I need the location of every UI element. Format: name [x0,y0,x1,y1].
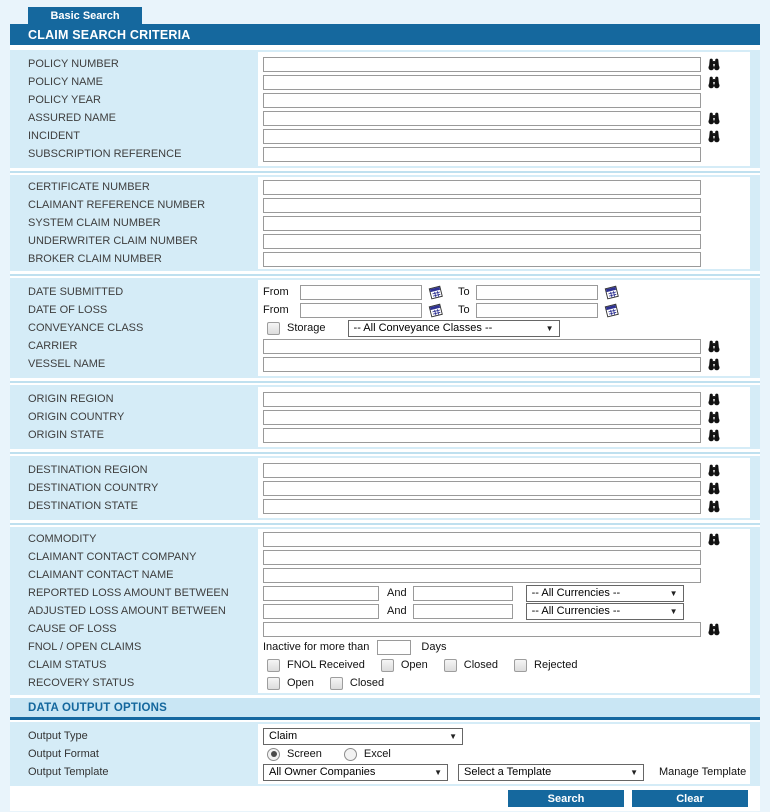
date-of-loss-to-calendar-icon[interactable] [604,303,620,318]
claimant-contact-company-label: CLAIMANT CONTACT COMPANY [28,551,197,563]
output-type-dropdown[interactable] [263,728,463,745]
reported-loss-max-input[interactable] [413,586,513,601]
assured-name-label: ASSURED NAME [28,112,117,124]
origin-country-input[interactable] [263,410,701,425]
clear-button[interactable]: Clear [632,790,748,807]
policy-name-label: POLICY NAME [28,76,103,88]
section-origin [10,385,760,449]
origin-country-label: ORIGIN COUNTRY [28,411,125,423]
carrier-input[interactable] [263,339,701,354]
claim-status-closed-label: Closed [463,659,499,671]
tab-basic-search[interactable] [28,7,142,24]
cause-of-loss-binoculars-icon[interactable] [707,623,721,636]
claimant-contact-name-label: CLAIMANT CONTACT NAME [28,569,174,581]
currency-value: -- All Currencies -- [531,605,621,617]
policy-number-input[interactable] [263,57,701,72]
system-claim-number-label: SYSTEM CLAIM NUMBER [28,217,161,229]
section-divider [10,520,760,527]
claimant-reference-number-label: CLAIMANT REFERENCE NUMBER [28,199,206,211]
reported-loss-currency-dropdown[interactable] [526,585,684,602]
destination-state-label: DESTINATION STATE [28,500,139,512]
incident-input[interactable] [263,129,701,144]
commodity-input[interactable] [263,532,701,547]
owner-companies-dropdown[interactable] [263,764,448,781]
destination-region-label: DESTINATION REGION [28,464,148,476]
origin-region-binoculars-icon[interactable] [707,393,721,406]
search-button[interactable]: Search [508,790,624,807]
tab-label: Basic Search [50,9,120,22]
output-format-label: Output Format [28,748,99,760]
claim-status-rejected-label: Rejected [534,659,578,671]
origin-country-binoculars-icon[interactable] [707,411,721,424]
underwriter-claim-number-input[interactable] [263,234,701,249]
page-title-bar [10,24,760,45]
section-output-options [10,722,760,786]
recovery-status-closed-label: Closed [349,677,385,689]
reported-loss-min-input[interactable] [263,586,379,601]
recovery-status-open-label: Open [287,677,314,689]
section-divider [10,449,760,456]
vessel-name-binoculars-icon[interactable] [707,358,721,371]
certificate-number-input[interactable] [263,180,701,195]
section-divider [10,378,760,385]
date-submitted-from-calendar-icon[interactable] [428,285,444,300]
policy-year-input[interactable] [263,93,701,108]
output-format-screen-label: Screen [287,748,322,760]
to-label: To [458,304,470,316]
from-label: From [263,304,289,316]
date-of-loss-label: DATE OF LOSS [28,304,108,316]
section-divider [10,168,760,175]
subscription-reference-label: SUBSCRIPTION REFERENCE [28,148,182,160]
conveyance-class-value: -- All Conveyance Classes -- [353,322,493,334]
owner-companies-value: All Owner Companies [269,766,376,778]
and-label: And [387,587,407,599]
output-format-screen-radio[interactable] [267,748,280,761]
section-divider [10,271,760,278]
policy-year-label: POLICY YEAR [28,94,101,106]
recovery-status-label: RECOVERY STATUS [28,677,135,689]
cause-of-loss-label: CAUSE OF LOSS [28,623,117,635]
claim-status-open-checkbox[interactable] [381,659,394,672]
destination-region-binoculars-icon[interactable] [707,464,721,477]
claim-status-fnol-received-label: FNOL Received [287,659,365,671]
output-template-label: Output Template [28,766,109,778]
adjusted-loss-min-input[interactable] [263,604,379,619]
incident-binoculars-icon[interactable] [707,130,721,143]
origin-state-binoculars-icon[interactable] [707,429,721,442]
to-label: To [458,286,470,298]
conveyance-class-dropdown[interactable] [348,320,560,337]
output-type-value: Claim [269,730,298,742]
incident-label: INCIDENT [28,130,80,142]
adjusted-loss-currency-dropdown[interactable] [526,603,684,620]
system-claim-number-input[interactable] [263,216,701,231]
section-claim-numbers [10,175,760,271]
origin-state-input[interactable] [263,428,701,443]
origin-region-label: ORIGIN REGION [28,393,114,405]
policy-name-binoculars-icon[interactable] [707,76,721,89]
dropdown-arrow-icon: ▼ [545,323,554,333]
claimant-contact-name-input[interactable] [263,568,701,583]
currency-value: -- All Currencies -- [531,587,621,599]
section-dates [10,278,760,378]
adjusted-loss-label: ADJUSTED LOSS AMOUNT BETWEEN [28,605,226,617]
broker-claim-number-input[interactable] [263,252,701,267]
assured-name-binoculars-icon[interactable] [707,112,721,125]
destination-region-input[interactable] [263,463,701,478]
adjusted-loss-max-input[interactable] [413,604,513,619]
origin-state-label: ORIGIN STATE [28,429,104,441]
inactive-days-input[interactable] [377,640,411,655]
from-label: From [263,286,289,298]
date-of-loss-from-calendar-icon[interactable] [428,303,444,318]
section-details [10,527,760,695]
cause-of-loss-input[interactable] [263,622,701,637]
destination-country-binoculars-icon[interactable] [707,482,721,495]
dropdown-arrow-icon: ▼ [669,606,678,616]
select-template-value: Select a Template [464,766,552,778]
broker-claim-number-label: BROKER CLAIM NUMBER [28,253,162,265]
data-output-options-header [10,698,760,720]
vessel-name-input[interactable] [263,357,701,372]
dropdown-arrow-icon: ▼ [669,588,678,598]
vessel-name-label: VESSEL NAME [28,358,106,370]
claimant-reference-number-input[interactable] [263,198,701,213]
fnol-open-claims-label: FNOL / OPEN CLAIMS [28,641,142,653]
commodity-label: COMMODITY [28,533,97,545]
recovery-status-open-checkbox[interactable] [267,677,280,690]
section-policy [10,50,760,168]
claim-status-closed-checkbox[interactable] [444,659,457,672]
page-title: CLAIM SEARCH CRITERIA [28,27,191,42]
date-submitted-to-calendar-icon[interactable] [604,285,620,300]
origin-region-input[interactable] [263,392,701,407]
policy-number-binoculars-icon[interactable] [707,58,721,71]
destination-state-binoculars-icon[interactable] [707,500,721,513]
days-label: Days [421,641,447,653]
commodity-binoculars-icon[interactable] [707,533,721,546]
date-of-loss-from-input[interactable] [300,303,422,318]
inactive-for-more-than-label: Inactive for more than [263,641,370,653]
dropdown-arrow-icon: ▼ [434,767,442,777]
section-destination [10,456,760,520]
certificate-number-label: CERTIFICATE NUMBER [28,181,150,193]
button-bar [10,786,760,811]
claim-status-open-label: Open [400,659,428,671]
output-format-excel-label: Excel [363,748,391,760]
destination-state-input[interactable] [263,499,701,514]
claim-status-fnol-received-checkbox[interactable] [267,659,280,672]
reported-loss-label: REPORTED LOSS AMOUNT BETWEEN [28,587,229,599]
date-submitted-from-input[interactable] [300,285,422,300]
carrier-label: CARRIER [28,340,78,352]
storage-label: Storage [287,322,326,334]
dropdown-arrow-icon: ▼ [630,767,638,777]
storage-checkbox[interactable] [267,322,280,335]
conveyance-class-label: CONVEYANCE CLASS [28,322,144,334]
assured-name-input[interactable] [263,111,701,126]
destination-country-input[interactable] [263,481,701,496]
date-submitted-to-input[interactable] [476,285,598,300]
output-format-excel-radio[interactable] [344,748,357,761]
manage-template-link[interactable]: Manage Template [659,766,747,778]
destination-country-label: DESTINATION COUNTRY [28,482,159,494]
select-template-dropdown[interactable] [458,764,644,781]
claim-status-label: CLAIM STATUS [28,659,107,671]
dropdown-arrow-icon: ▼ [449,731,457,741]
and-label: And [387,605,407,617]
subscription-reference-input[interactable] [263,147,701,162]
claimant-contact-company-input[interactable] [263,550,701,565]
claim-status-rejected-checkbox[interactable] [514,659,527,672]
output-type-label: Output Type [28,730,88,742]
recovery-status-closed-checkbox[interactable] [330,677,343,690]
policy-name-input[interactable] [263,75,701,90]
date-submitted-label: DATE SUBMITTED [28,286,124,298]
date-of-loss-to-input[interactable] [476,303,598,318]
underwriter-claim-number-label: UNDERWRITER CLAIM NUMBER [28,235,198,247]
data-output-options-title: DATA OUTPUT OPTIONS [28,701,168,714]
carrier-binoculars-icon[interactable] [707,340,721,353]
policy-number-label: POLICY NUMBER [28,58,119,70]
